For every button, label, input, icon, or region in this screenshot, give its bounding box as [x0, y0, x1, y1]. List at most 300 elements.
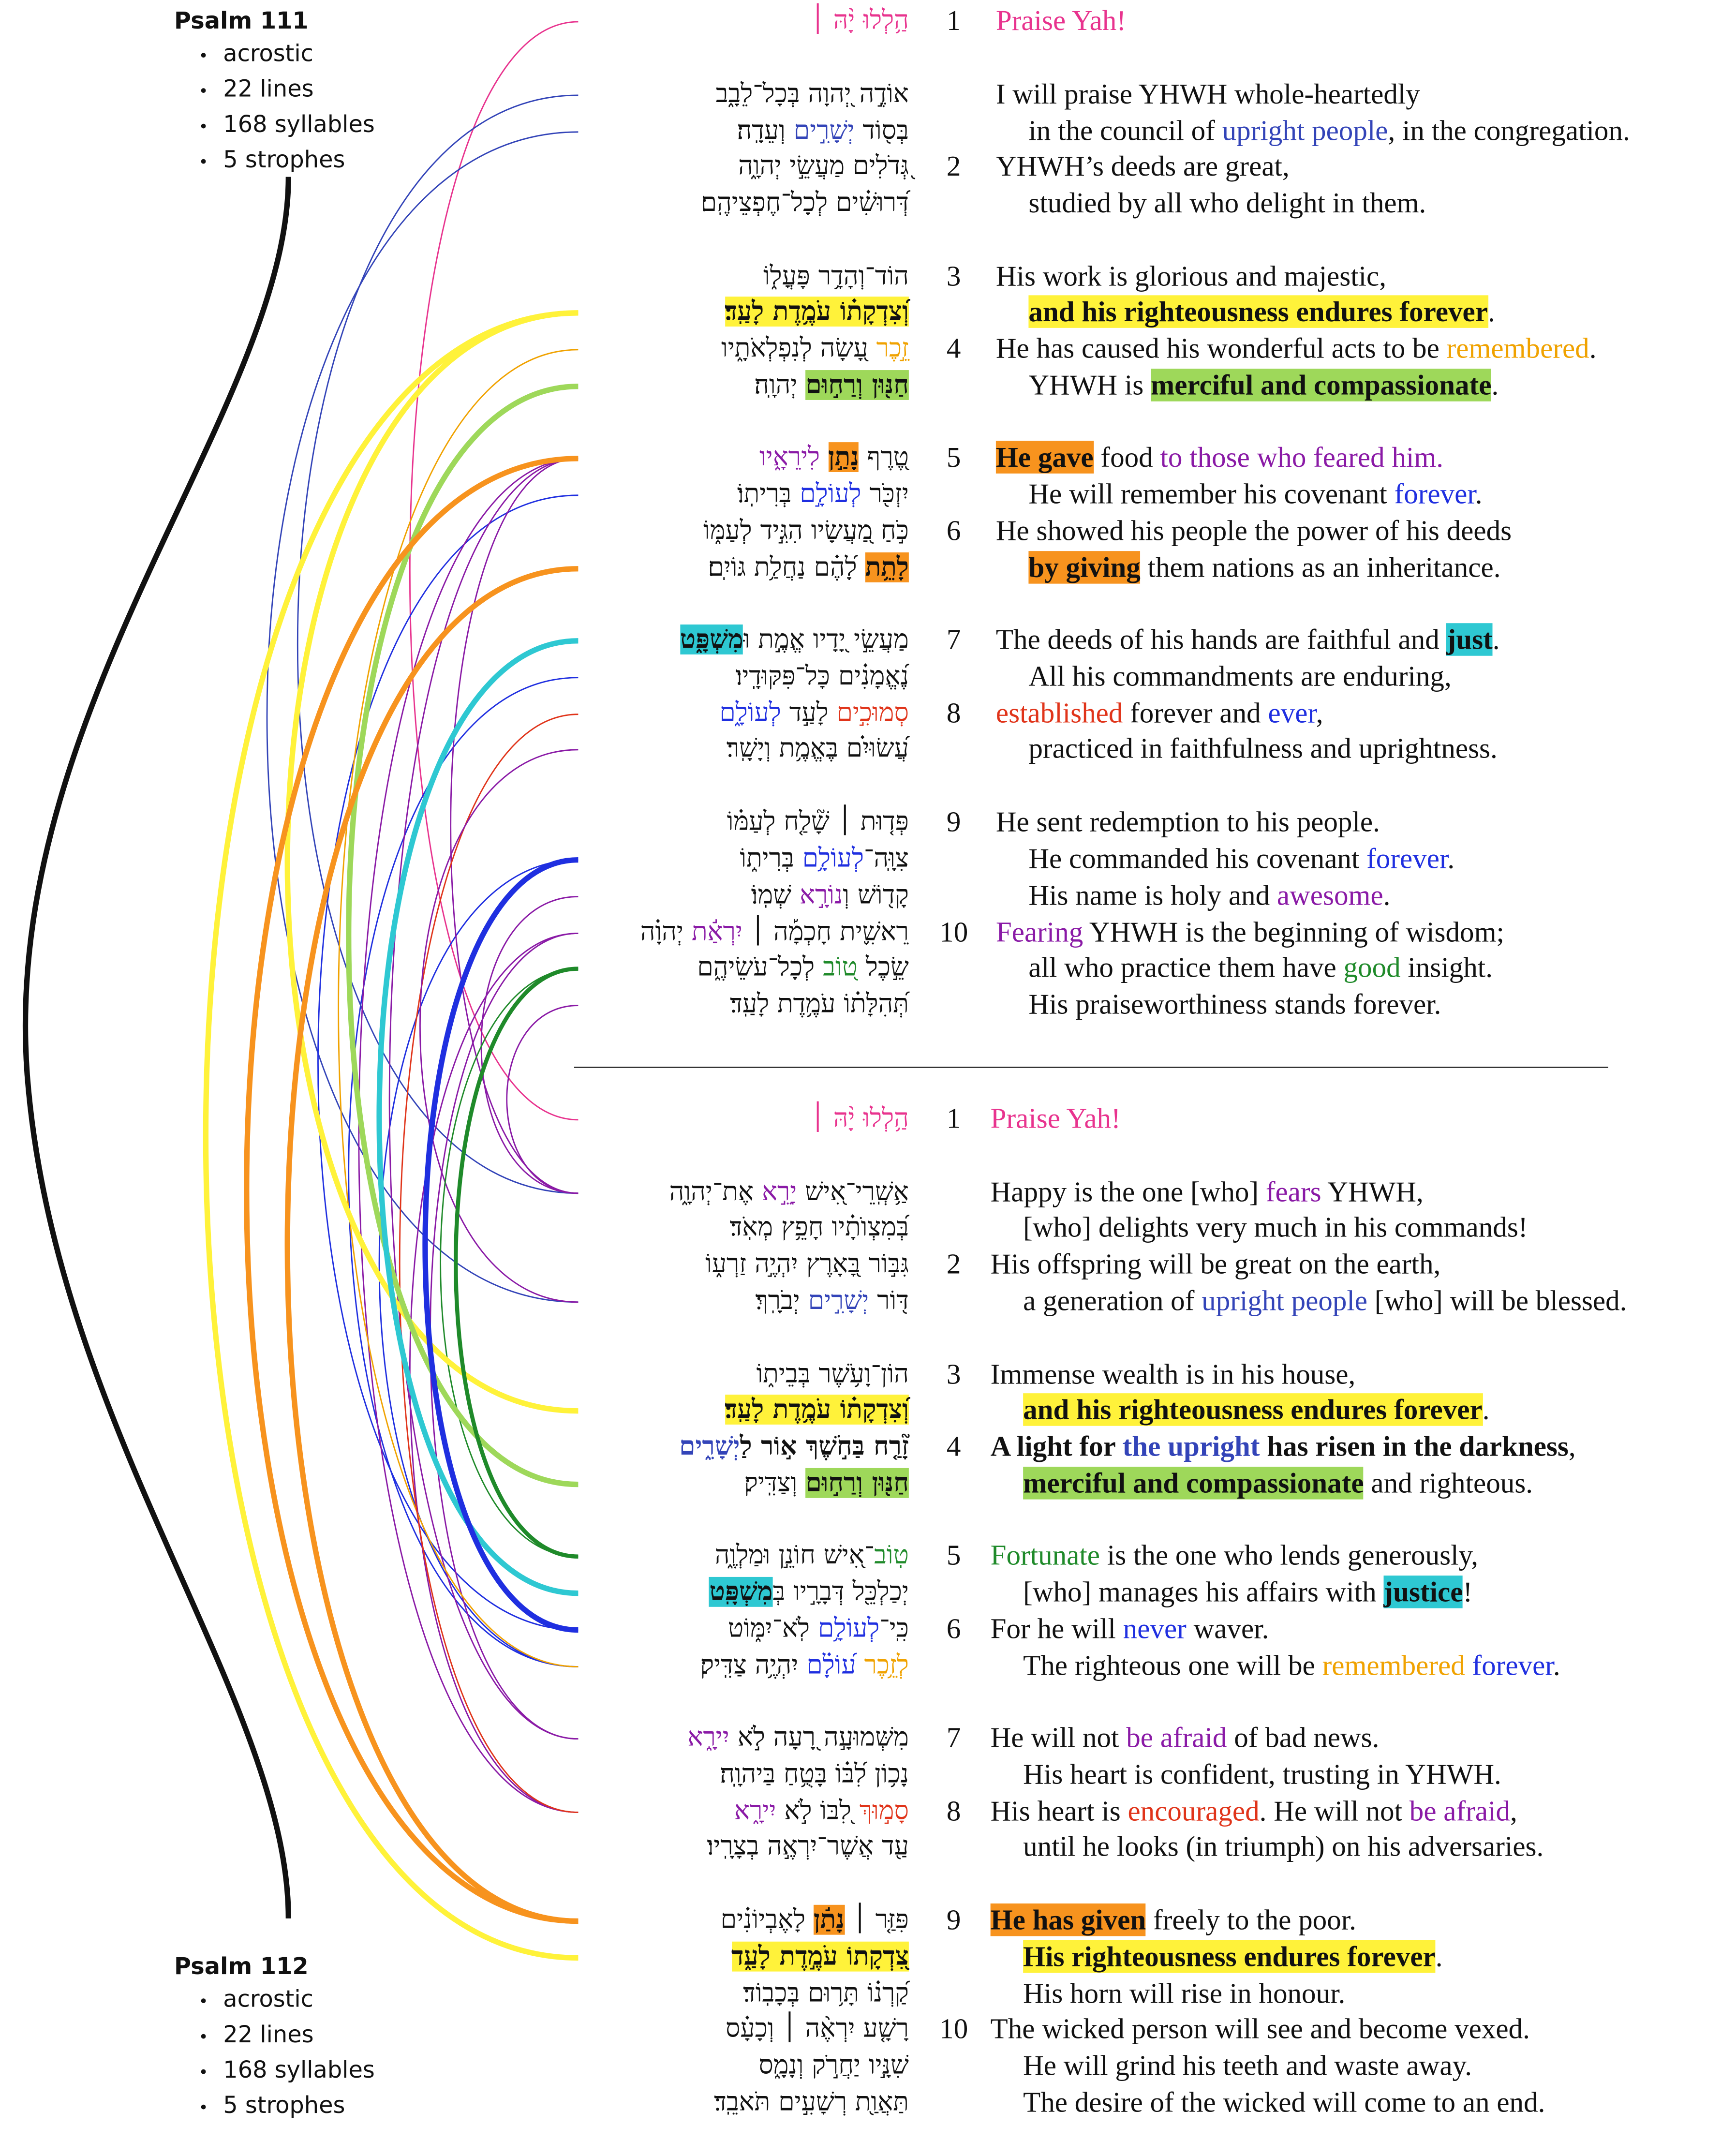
awesome-arc: [481, 897, 578, 1193]
hebrew-segment: לִירֵאָ֑יו: [759, 442, 820, 473]
psalm111-hebrew-line: [737, 476, 909, 513]
hebrew-segment: ט֭וֹב: [823, 952, 858, 982]
psalm112-english-line: [991, 1100, 1121, 1137]
hebrew-segment: נָתַ֬ן: [814, 1904, 845, 1935]
hebrew-segment: טֽוֹב: [874, 1540, 909, 1570]
psalm112-title: Psalm 112: [174, 1954, 309, 1981]
psalm112-english-line: [1023, 1209, 1528, 1246]
english-segment: YHWH’s deeds are great,: [995, 149, 1290, 182]
english-segment: His praiseworthiness stands forever.: [1028, 988, 1441, 1021]
psalm111-hebrew-line: [737, 113, 908, 149]
hebrew-segment: יִירָ֑א: [734, 1796, 776, 1826]
upright-arc: [420, 750, 578, 1302]
psalm111-english-line: [996, 76, 1420, 113]
psalm112-hebrew-line: [700, 1648, 908, 1684]
english-segment: studied by all who delight in them.: [1028, 186, 1426, 219]
psalm112-hebrew-line: [728, 1611, 909, 1648]
english-segment: by giving: [1028, 551, 1141, 584]
psalm112-stat: • 168 syllables: [201, 2054, 375, 2090]
hebrew-segment: מִשְׁפָּ֑ט: [680, 624, 743, 654]
psalm111-hebrew-line: [727, 804, 909, 841]
psalm111-english-line: [996, 513, 1512, 550]
english-segment: . He will not: [1259, 1794, 1410, 1828]
verse-number: 1: [946, 4, 961, 37]
hebrew-segment: נֶ֝אֱמָנִ֗ים כָּל־פִּקּוּדָֽיו׃: [735, 661, 909, 691]
hebrew-segment: לְעוֹלָ֥ם: [802, 843, 864, 874]
english-segment: until he looks (in triumph) on his adversaries.: [1023, 1830, 1544, 1863]
english-segment: ,: [1510, 1794, 1517, 1828]
english-segment: never: [1123, 1612, 1187, 1645]
psalm111-english-line: [1028, 877, 1390, 914]
english-segment: remembered: [1446, 332, 1589, 365]
psalm111-english-line: [1028, 476, 1482, 513]
psalm-link-arc: [26, 177, 289, 1918]
english-segment: [1465, 1649, 1472, 1682]
hebrew-segment: צִוָּֽה־: [863, 843, 909, 874]
hebrew-segment: לְעוֹלָ֑ם: [719, 698, 781, 728]
psalm112-hebrew-line: [734, 1793, 909, 1830]
english-segment: .: [1383, 879, 1391, 912]
english-segment: He will remember his covenant: [1028, 477, 1395, 510]
verse-number: 3: [946, 1358, 961, 1391]
verse-number: 8: [946, 697, 961, 729]
hebrew-segment: נָתַ֣ן: [828, 442, 859, 473]
hebrew-segment: נוֹרָ֣א: [799, 880, 843, 910]
psalm111-hebrew-line: [730, 986, 909, 1023]
hebrew-segment: עָ֭שָׂה לְנִפְלְאֹתָ֑יו: [721, 333, 876, 363]
hebrew-segment: פְּד֤וּת ׀ שָׁ֘לַ֤ח לְעַמּ֗וֹ: [727, 806, 909, 837]
psalm111-english-line: [1028, 950, 1493, 986]
english-segment: He commanded his covenant: [1028, 842, 1367, 875]
psalm111-summary: [174, 8, 375, 179]
english-segment: .: [1589, 332, 1597, 365]
hebrew-segment: פִּזַּ֤ר ׀: [844, 1904, 909, 1935]
hebrew-segment: בְּרִית֑וֹ: [740, 843, 802, 874]
psalm112-english-line: [1023, 1648, 1560, 1684]
english-segment: The desire of the wicked will come to an end.: [1023, 2085, 1545, 2119]
psalm112-hebrew-line: [710, 1574, 909, 1611]
hebrew-segment: יְשָׁרִ֑ים: [679, 1431, 740, 1461]
english-segment: YHWH is: [1028, 369, 1151, 401]
hebrew-segment: אַ֥שְֽׁרֵי־אִ֭ישׁ: [797, 1176, 909, 1207]
english-segment: Praise Yah!: [995, 4, 1126, 37]
verse-number: 9: [946, 1903, 961, 1936]
hebrew-segment: לְזֵ֥כֶר: [864, 1650, 909, 1680]
psalm111-hebrew-line: [721, 330, 909, 367]
english-segment: remembered: [1322, 1649, 1465, 1682]
psalm112-hebrew-line: [730, 1209, 909, 1246]
hebrew-segment: יְשָׁרִ֣ים: [793, 116, 855, 146]
english-segment: and righteous.: [1364, 1467, 1533, 1500]
hebrew-segment: סְמוּכִ֣ים: [836, 698, 909, 728]
verse-number: 2: [946, 1248, 961, 1280]
hebrew-segment: הַ֥לְלוּ יָ֨הּ ׀: [810, 1103, 909, 1133]
psalm111-hebrew-line: [697, 950, 908, 986]
hebrew-segment: יִירָ֑א: [687, 1722, 729, 1753]
english-segment: For he will: [990, 1612, 1123, 1645]
psalm111-english-line: [996, 695, 1323, 732]
hebrew-segment: ־אִ֭ישׁ חוֹנֵ֣ן וּמַלְוֶ֑ה: [714, 1540, 875, 1570]
hebrew-segment: יָרֵ֣א: [761, 1176, 797, 1207]
english-segment: waver.: [1186, 1612, 1269, 1645]
psalm112-hebrew-line: [743, 1976, 909, 2012]
psalm112-hebrew-line: [731, 1939, 909, 1976]
hebrew-segment: וְעֵדָֽה׃: [737, 116, 794, 146]
hebrew-segment: יִהְיֶ֥ה צַדִּֽיק׃: [700, 1650, 807, 1680]
hebrew-segment: לִ֭בּוֹ לֹ֣א: [776, 1796, 860, 1826]
giving-arc: [287, 569, 578, 1921]
psalm112-hebrew-line: [705, 1246, 909, 1283]
english-segment: fears: [1265, 1175, 1321, 1208]
psalm111-hebrew-line: [738, 149, 909, 185]
verse-number: 4: [946, 1430, 961, 1463]
hebrew-segment: תַּאֲוַ֖ת רְשָׁעִ֣ים תֹּאבֵֽד׃: [714, 2087, 909, 2117]
verse-number: 4: [946, 332, 961, 365]
hebrew-segment: חַנּ֖וּן וְרַח֣וּם: [805, 370, 909, 400]
psalm112-english-line: [991, 1720, 1380, 1756]
english-segment: all who practice them have: [1028, 951, 1344, 984]
psalm112-english-line: [991, 1611, 1269, 1648]
psalm111-stat: • acrostic: [201, 38, 375, 74]
psalm111-hebrew-line: [716, 76, 909, 113]
psalm112-hebrew-line: [725, 1392, 909, 1428]
english-segment: His righteousness endures forever: [1023, 1940, 1436, 1973]
hebrew-segment: זָ֘רַ֤ח בַּחֹ֣שֶׁךְ א֣וֹר לַ: [740, 1431, 909, 1461]
hebrew-segment: גְּ֭דֹלִים מַעֲשֵׂ֣י יְהוָ֑ה: [738, 151, 909, 181]
english-segment: freely to the poor.: [1146, 1903, 1356, 1936]
good-arc: [441, 969, 579, 1557]
psalm111-english-line: [1028, 986, 1441, 1023]
psalm111-english-line: [1028, 841, 1454, 877]
english-segment: them nations as an inheritance.: [1140, 551, 1501, 584]
psalm111-hebrew-line: [708, 550, 909, 586]
hebrew-segment: אֶת־יְהוָ֑ה: [669, 1176, 762, 1207]
english-segment: food: [1093, 441, 1160, 474]
psalm112-hebrew-line: [687, 1720, 909, 1756]
psalm111-english-line: [996, 258, 1386, 295]
english-segment: Happy is the one [who]: [990, 1175, 1266, 1208]
english-segment: .: [1492, 623, 1500, 656]
hebrew-segment: כֹּ֣חַ מַ֭עֲשָׂיו הִגִּ֣יד לְעַמּ֑וֹ: [703, 516, 909, 546]
psalm111-hebrew-line: [740, 841, 908, 877]
hebrew-segment: יְשָׁרִ֣ים: [808, 1286, 869, 1316]
psalm112-english-line: [991, 1902, 1356, 1939]
psalm112-hebrew-line: [679, 1428, 909, 1465]
hebrew-segment: כִּֽי־: [879, 1613, 909, 1644]
english-segment: YHWH is the beginning of wisdom;: [1083, 915, 1504, 949]
hebrew-segment: מַעֲשֵׂ֣י יָ֭דָיו אֱמֶ֣ת וּ: [743, 624, 909, 654]
hebrew-segment: בְּרִיתֽוֹ׃: [737, 479, 800, 509]
english-segment: ,: [1316, 697, 1323, 729]
psalm111-english-line: [1028, 550, 1500, 586]
psalm112-hebrew-line: [721, 1902, 909, 1939]
verse-number: 2: [946, 149, 961, 182]
psalm111-hebrew-line: [754, 367, 909, 404]
psalm111-english-line: [996, 440, 1443, 476]
verse-number: 10: [939, 915, 968, 949]
english-segment: .: [1475, 477, 1483, 510]
psalm111-hebrew-line: [719, 695, 908, 732]
hebrew-segment: בְּס֖וֹד: [854, 116, 909, 146]
fearing-arc: [430, 934, 579, 1739]
hebrew-segment: טֶ֭רֶף: [859, 442, 909, 473]
psalm112-english-line: [991, 1246, 1441, 1283]
psalm111-stat: • 22 lines: [201, 74, 375, 109]
psalm111-title: Psalm 111: [174, 8, 309, 36]
english-segment: His heart is confident, trusting in YHWH.: [1023, 1758, 1501, 1791]
psalm112-hebrew-line: [726, 2011, 909, 2048]
psalm111-english-line: [1028, 185, 1426, 222]
verse-number: 1: [946, 1102, 961, 1135]
verse-number: 5: [946, 441, 961, 474]
righteousness-arc: [206, 313, 578, 1958]
hebrew-segment: לָעַ֣ד: [781, 698, 837, 728]
verse-number: 7: [946, 623, 961, 656]
english-segment: He has given: [990, 1903, 1146, 1936]
english-segment: [who] will be blessed.: [1367, 1284, 1627, 1317]
english-segment: awesome: [1276, 879, 1383, 912]
psalm112-hebrew-line: [720, 1756, 909, 1793]
english-segment: a generation of: [1023, 1284, 1202, 1317]
english-segment: YHWH,: [1321, 1175, 1424, 1208]
english-segment: [who] delights very much in his commands!: [1023, 1211, 1528, 1244]
hebrew-segment: דְּ֝רוּשִׁ֗ים לְכָל־חֶפְצֵיהֶֽם׃: [700, 188, 909, 218]
psalm111-english-line: [1028, 658, 1451, 695]
psalm112-english-line: [991, 2011, 1530, 2048]
verse-number: 10: [939, 2012, 968, 2045]
hebrew-segment: יְהוָֽה׃: [754, 370, 806, 400]
english-segment: His offspring will be great on the earth,: [990, 1248, 1441, 1280]
english-segment: [who] manages his affairs with: [1023, 1576, 1384, 1608]
psalm111-hebrew-line: [811, 3, 909, 40]
psalm112-stats: [174, 1984, 375, 2126]
psalm111-english-line: [996, 149, 1290, 185]
hebrew-segment: שְׁמֽוֹ׃: [751, 880, 800, 910]
psalm111-stat: • 5 strophes: [201, 144, 375, 179]
english-segment: The deeds of his hands are faithful and: [995, 623, 1447, 656]
english-segment: forever: [1394, 477, 1475, 510]
hebrew-segment: עַ֖ד אֲשֶׁר־יִרְאֶ֣ה בְצָרָֽיו׃: [707, 1831, 909, 1861]
english-segment: He gave: [995, 441, 1094, 474]
english-segment: .: [1482, 1393, 1490, 1426]
english-segment: He sent redemption to his people.: [995, 805, 1380, 838]
english-segment: the upright: [1122, 1430, 1260, 1463]
hebrew-segment: שֵׂ֣כֶל: [857, 952, 909, 982]
hebrew-segment: צִ֭דְקָתוֹ עֹמֶ֣דֶת לָעַ֑ד: [731, 1941, 909, 1972]
english-segment: has risen in the darkness: [1260, 1430, 1569, 1463]
hebrew-segment: מִשְּׁמוּעָ֣ה רָ֭עָה לֹ֣א: [729, 1722, 909, 1753]
english-segment: be afraid: [1126, 1721, 1227, 1754]
psalm112-english-line: [1023, 1756, 1501, 1793]
hebrew-segment: לָאֶבְיוֹנִ֗ים: [720, 1904, 814, 1935]
hebrew-segment: לָתֵ֥ת: [865, 552, 909, 582]
english-segment: His work is glorious and majestic,: [995, 260, 1387, 293]
english-segment: His horn will rise in honour.: [1023, 1977, 1346, 2010]
verse-number: 8: [946, 1794, 961, 1828]
english-segment: in the council of: [1028, 114, 1222, 147]
psalm112-english-line: [1023, 1939, 1442, 1976]
hebrew-segment: לְעוֹלָ֣ם: [800, 479, 861, 509]
hebrew-segment: שִׁנָּ֣יו יַחֲרֹ֣ק וְנָמָ֑ס: [758, 2050, 909, 2081]
hebrew-segment: ע֝וֹלָ֗ם: [806, 1650, 856, 1680]
hebrew-segment: הוֹן־וָעֹ֥שֶׁר בְּבֵית֑וֹ: [756, 1359, 909, 1389]
hebrew-segment: רָשָׁ֤ע יִרְאֶ֨ה ׀ וְכָעָ֗ס: [725, 2013, 909, 2044]
psalm112-english-line: [1023, 1465, 1533, 1502]
psalm112-stat: • 5 strophes: [201, 2090, 375, 2125]
hebrew-segment: חַנּ֖וּן וְרַח֣וּם: [805, 1468, 909, 1498]
english-segment: I will praise YHWH whole-heartedly: [995, 77, 1420, 110]
hebrew-segment: רֵאשִׁ֪ית חָכְמָ֡ה ׀: [742, 917, 909, 947]
hebrew-segment: עֲ֝שׂוּיִ֗ם בֶּאֱמֶ֥ת וְיָשָֽׁר׃: [726, 733, 909, 763]
english-segment: practiced in faithfulness and uprightness.: [1028, 732, 1498, 765]
hebrew-segment: קָד֖וֹשׁ וְ: [843, 880, 909, 910]
english-segment: be afraid: [1409, 1794, 1511, 1828]
psalm112-english-line: [1023, 1829, 1543, 1865]
verse-number: 3: [946, 260, 961, 293]
english-segment: justice: [1383, 1576, 1463, 1608]
verse-number: 6: [946, 514, 961, 547]
english-segment: Fearing: [995, 915, 1083, 949]
hebrew-segment: סָמ֣וּךְ: [859, 1796, 909, 1826]
psalm111-hebrew-line: [736, 658, 909, 695]
english-segment: encouraged: [1128, 1794, 1260, 1828]
psalm111-hebrew-line: [759, 440, 909, 476]
english-segment: !: [1463, 1576, 1473, 1608]
english-segment: ,: [1568, 1430, 1576, 1463]
hebrew-segment: אוֹדֶ֣ה יְ֭הוָה בְּכָל־לֵבָ֑ב: [715, 79, 909, 109]
psalm112-hebrew-line: [707, 1829, 909, 1865]
english-segment: He will not: [990, 1721, 1127, 1754]
english-segment: He showed his people the power of his deeds: [995, 514, 1512, 547]
hebrew-segment: וְ֝צִדְקָת֗וֹ עֹמֶ֥דֶת לָעַֽד׃: [725, 1395, 909, 1425]
verse-number: 5: [946, 1539, 961, 1572]
english-segment: merciful and compassionate: [1151, 369, 1492, 401]
psalm112-summary: [174, 1954, 375, 2125]
psalm112-english-line: [991, 1428, 1576, 1465]
psalm111-english-line: [996, 914, 1504, 951]
psalm111-hebrew-line: [680, 622, 909, 658]
english-segment: All his commandments are enduring,: [1028, 660, 1452, 693]
verse-number: 6: [946, 1612, 961, 1645]
hebrew-segment: [856, 1650, 864, 1680]
english-segment: forever: [1366, 842, 1448, 875]
psalm112-english-line: [1023, 2048, 1472, 2084]
psalm112-hebrew-line: [811, 1100, 909, 1137]
english-segment: Fortunate: [990, 1539, 1100, 1572]
psalm112-hebrew-line: [714, 2084, 909, 2121]
psalm112-stat: • acrostic: [201, 1984, 375, 2019]
psalm112-english-line: [1023, 1283, 1627, 1320]
english-segment: ever: [1268, 697, 1316, 729]
remember-arc: [339, 350, 579, 1667]
english-segment: His name is holy and: [1028, 879, 1277, 912]
english-segment: to those who feared him.: [1160, 441, 1444, 474]
verse-number: 9: [946, 805, 961, 838]
psalm111-hebrew-line: [727, 730, 909, 767]
english-segment: merciful and compassionate: [1023, 1467, 1364, 1500]
english-segment: of bad news.: [1227, 1721, 1380, 1754]
hebrew-segment: יְהוָ֗ה: [640, 917, 692, 947]
english-segment: upright people: [1202, 1284, 1368, 1317]
hebrew-segment: נָכ֥וֹן לִ֝בּ֗וֹ בָּטֻ֥חַ בַּיהוָֽה׃: [720, 1759, 909, 1789]
psalm111-english-line: [1028, 294, 1495, 331]
psalm112-hebrew-line: [755, 1283, 908, 1320]
hebrew-segment: תְּ֝הִלָּת֗וֹ עֹמֶ֥דֶת לָעַֽד׃: [730, 989, 909, 1019]
psalm112-english-line: [1023, 2084, 1545, 2121]
english-segment: .: [1491, 369, 1499, 401]
psalm111-english-line: [1028, 367, 1499, 404]
psalm111-hebrew-line: [640, 914, 909, 951]
hebrew-segment: יְבֹרָֽךְ׃: [755, 1286, 808, 1316]
hebrew-segment: לֹֽא־יִמּ֑וֹט: [727, 1613, 818, 1644]
psalm111-hebrew-line: [751, 877, 909, 914]
psalm111-english-line: [996, 330, 1597, 367]
hebrew-segment: מִשְׁפָּֽט: [709, 1576, 773, 1607]
english-segment: , in the congregation.: [1388, 114, 1630, 147]
psalm112-hebrew-line: [758, 2048, 909, 2084]
hebrew-segment: יְכַלְכֵּ֖ל דְּבָרָ֣יו בְּ: [772, 1576, 909, 1607]
english-segment: The wicked person will see and become vexed.: [990, 2012, 1530, 2045]
psalm111-stats: [174, 38, 375, 180]
english-segment: .: [1553, 1649, 1560, 1682]
hebrew-segment: יִזְכֹּ֖ר: [861, 479, 909, 509]
psalm111-hebrew-line: [703, 513, 909, 550]
section-divider: [574, 1067, 1608, 1068]
hebrew-segment: הוֹד־וְהָדָ֥ר פָּעֳל֑וֹ: [763, 261, 909, 291]
psalm112-english-line: [1023, 1392, 1489, 1428]
psalm111-english-line: [996, 804, 1380, 841]
verse-number: 7: [946, 1721, 961, 1754]
hebrew-segment: זֵ֣כֶר: [876, 333, 909, 363]
english-segment: established: [995, 697, 1123, 729]
hebrew-segment: יִרְאַ֬ת: [691, 917, 742, 947]
english-segment: forever: [1472, 1649, 1553, 1682]
hebrew-segment: לְעוֹלָ֥ם: [818, 1613, 880, 1644]
psalm111-english-line: [996, 3, 1126, 40]
english-segment: .: [1487, 295, 1495, 328]
english-segment: .: [1435, 1940, 1443, 1973]
hebrew-segment: דּ֖וֹר: [869, 1286, 909, 1316]
psalm112-hebrew-line: [669, 1174, 909, 1211]
english-segment: His heart is: [990, 1794, 1128, 1828]
psalm111-english-line: [1028, 730, 1497, 767]
hebrew-segment: לָ֝הֶ֗ם נַחֲלַ֥ת גּוֹיִֽם׃: [708, 552, 865, 582]
english-segment: upright people: [1222, 114, 1388, 147]
psalm112-hebrew-line: [744, 1465, 909, 1502]
hebrew-segment: קַ֝רְנ֗וֹ תָּר֥וּם בְּכָבֽוֹד׃: [743, 1978, 909, 2008]
psalm111-hebrew-line: [763, 258, 909, 295]
english-segment: and his righteousness endures forever: [1023, 1393, 1483, 1426]
english-segment: just: [1446, 623, 1493, 656]
merciful-arc: [349, 387, 579, 1485]
hebrew-segment: וְצַדִּֽיק׃: [744, 1468, 806, 1498]
psalm112-english-line: [991, 1537, 1478, 1574]
psalm112-english-line: [991, 1793, 1517, 1830]
english-segment: A light for: [990, 1430, 1123, 1463]
hebrew-segment: [820, 442, 828, 472]
psalm112-english-line: [991, 1356, 1356, 1393]
psalm111-stat: • 168 syllables: [201, 109, 375, 144]
english-segment: forever and: [1123, 697, 1268, 729]
psalm111-hebrew-line: [725, 294, 909, 331]
hebrew-segment: גִּבּ֣וֹר בָּ֭אָרֶץ יִהְיֶ֣ה זַרְע֑וֹ: [705, 1249, 909, 1279]
hebrew-segment: בְּ֝מִצְוֺתָ֗יו חָפֵ֥ץ מְאֹֽד׃: [729, 1212, 909, 1242]
psalm112-english-line: [1023, 1574, 1472, 1611]
psalm111-english-line: [996, 622, 1500, 658]
hebrew-segment: וְ֝צִדְקָת֗וֹ עֹמֶ֥דֶת לָעַֽד׃: [725, 297, 909, 327]
english-segment: insight.: [1400, 951, 1493, 984]
english-segment: The righteous one will be: [1023, 1649, 1322, 1682]
